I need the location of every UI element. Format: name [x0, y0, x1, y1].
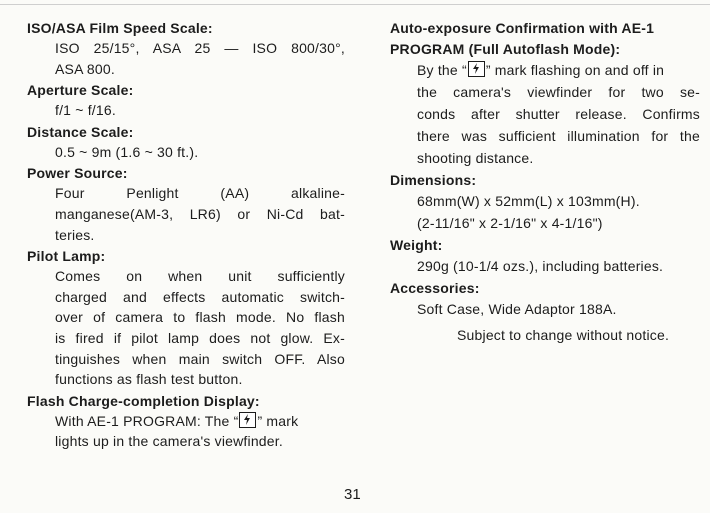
pilot-line-5: tinguishes when main switch OFF. Also [55, 350, 345, 367]
pilot-heading: Pilot Lamp: [27, 248, 106, 265]
pilot-line-3: over of camera to flash mode. No flash [55, 309, 345, 326]
ae-line-1-b: ” mark flashing on and off in [485, 62, 665, 78]
left-column [27, 17, 345, 452]
dimensions-text [390, 190, 700, 234]
accessories-text [390, 298, 700, 320]
pilot-line-6: functions as flash test button. [55, 371, 243, 388]
accessories-line-1: Soft Case, Wide Adaptor 188A. [417, 301, 617, 317]
pilot-text [27, 266, 345, 390]
aperture-line-1: f/1 ~ f/16. [55, 102, 116, 119]
power-heading: Power Source: [27, 165, 128, 182]
iso-line-1: ISO 25/15°, ASA 25 — ISO 800/30°, [55, 40, 345, 56]
weight-text [390, 255, 700, 277]
flash-bolt-icon [468, 61, 485, 77]
dimensions-line-1: 68mm(W) x 52mm(L) x 103mm(H). [417, 193, 640, 209]
flash-charge-line-1-a: With AE-1 PROGRAM: The “ [55, 412, 239, 429]
iso-line-2: ASA 800. [55, 60, 115, 77]
aperture-heading: Aperture Scale: [27, 82, 134, 99]
power-line-1: Four Penlight (AA) alkaline- [55, 185, 345, 202]
pilot-line-4: is fired if pilot lamp does not glow. Ex- [55, 329, 345, 346]
weight-line-1: 290g (10-1/4 ozs.), including batteries. [417, 258, 664, 274]
power-line-2: manganese(AM-3, LR6) or Ni-Cd bat- [55, 205, 345, 222]
distance-text [27, 142, 345, 163]
dimensions-line-2: (2-11/16" x 2-1/16" x 4-1/16") [417, 215, 603, 231]
ae-line-2: the camera's viewfinder for two se- [417, 84, 700, 100]
ae-line-1 [417, 59, 700, 81]
change-notice: Subject to change without notice. [457, 327, 670, 343]
top-rule [0, 4, 710, 5]
ae-heading-line-2: PROGRAM (Full Autoflash Mode): [390, 41, 621, 57]
aperture-text [27, 100, 345, 121]
right-column [390, 17, 700, 320]
iso-heading: ISO/ASA Film Speed Scale: [27, 20, 213, 36]
ae-heading-line-1: Auto-exposure Confirmation with AE-1 [390, 20, 655, 36]
pilot-line-1: Comes on when unit sufficiently [55, 268, 345, 285]
power-text [27, 183, 345, 245]
page-number: 31 [344, 486, 361, 503]
flash-bolt-icon [239, 412, 256, 428]
ae-line-1-a: By the “ [417, 62, 467, 78]
accessories-heading: Accessories: [390, 280, 480, 296]
ae-text [390, 59, 700, 169]
flash-charge-line-2: lights up in the camera's viewfinder. [55, 433, 283, 450]
distance-line-1: 0.5 ~ 9m (1.6 ~ 30 ft.). [55, 143, 199, 160]
flash-charge-line-1-b: ” mark [257, 412, 299, 429]
flash-charge-text [27, 411, 345, 452]
flash-charge-heading: Flash Charge-completion Display: [27, 392, 260, 409]
ae-line-3: conds after shutter release. Confirms [417, 106, 700, 122]
ae-line-4: there was sufficient illumination for the [417, 128, 700, 144]
distance-heading: Distance Scale: [27, 123, 134, 140]
dimensions-heading: Dimensions: [390, 172, 477, 188]
weight-heading: Weight: [390, 237, 443, 253]
ae-line-5: shooting distance. [417, 150, 534, 166]
pilot-line-2: charged and effects automatic switch- [55, 288, 345, 305]
iso-text [27, 38, 345, 79]
flash-charge-line-1 [55, 411, 345, 432]
power-line-3: teries. [55, 226, 95, 243]
